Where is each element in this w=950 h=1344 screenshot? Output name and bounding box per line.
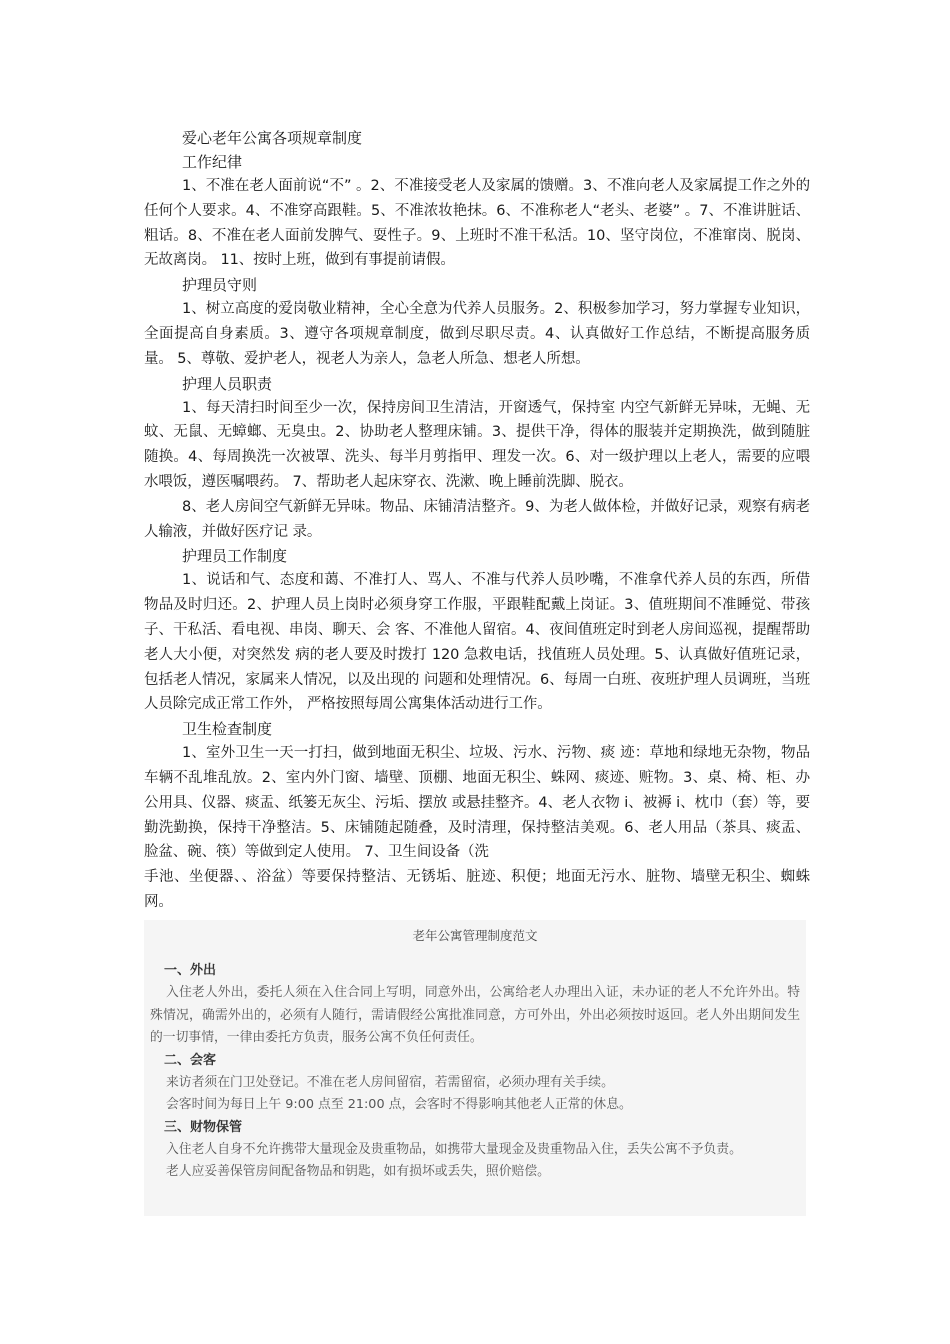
section-paragraph: 1、树立高度的爱岗敬业精神，全心全意为代养人员服务。2、积极参加学习，努力掌握专业知识，全面提高自身素质。3、遵守各项规章制度，做到尽职尽责。4、认真做好工作总结，不断提高服务质量。 5、尊敬、爱护老人，视老人为亲人，急老人所急、想老人所想。 <box>144 301 810 367</box>
box-heading: 一、外出 <box>164 963 217 978</box>
section-heading-hygiene-inspection: 卫生检查制度 <box>182 720 273 739</box>
box-heading: 三、财物保管 <box>164 1119 243 1135</box>
section-heading-caregiver-code: 护理员守则 <box>182 276 258 295</box>
box-section-property <box>144 1117 806 1184</box>
box-title: 老年公寓管理制度范文 <box>412 928 538 943</box>
section-paragraph: 1、室外卫生一天一打扫，做到地面无积尘、垃圾、污水、污物、痰 迹：草地和绿地无杂物，物品车辆不乱堆乱放。2、室内外门窗、墙壁、顶棚、地面无积尘、蛛网、痰迹、赃物。3、桌、椅、柜、办公用具、仪器、痰盂、纸篓无灰尘、污垢、摆放 或悬挂整齐。4、老人衣物 i、被褥 i、枕巾（套）等，要勤洗勤换，保持干净整洁。5、床铺随起随叠，及时清理，保持整洁美观。6、老人用品（茶具、痰盂、脸盆、碗、筷）等做到定人使用。 7、卫生间设备（洗 <box>144 745 810 861</box>
section-paragraph: 1、说话和气、态度和蔼、不准打人、骂人、不准与代养人员吵嘴，不准拿代养人员的东西，所借物品及时归还。2、护理人员上岗时必须身穿工作服，平跟鞋配戴上岗证。3、值班期间不准睡觉、带孩子、干私活、看电视、串岗、聊天、会 客、不准他人留宿。4、夜间值班定时到老人房间巡视，提醒帮助老人大小便，对突然发 病的老人要及时拨打 120 急救电话，找值班人员处理。5、认真做好值班记录，包括老人情况，家属来人情况，以及出现的 问题和处理情况。6、每周一白班、夜班护理人员调班，当班人员除完成正常工作外， 严格按照每周公寓集体活动进行工作。 <box>144 572 810 713</box>
box-line: 会客时间为每日上午 9:00 点至 21:00 点，会客时不得影响其他老人正常的休息。 <box>166 1097 632 1112</box>
document-title: 爱心老年公寓各项规章制度 <box>182 129 363 147</box>
box-line: 老人应妥善保管房间配备物品和钥匙，如有损坏或丢失，照价赔偿。 <box>166 1164 550 1179</box>
template-box <box>144 920 806 1216</box>
box-line: 入住老人自身不允许携带大量现金及贵重物品，如携带大量现金及贵重物品入住，丢失公寓不予负责。 <box>166 1141 742 1157</box>
box-section-visitors <box>144 1050 806 1117</box>
section-paragraph: 1、每天清扫时间至少一次，保持房间卫生清洁，开窗透气，保持室 内空气新鲜无异味，无蝇、无蚊、无鼠、无蟑螂、无臭虫。2、协助老人整理床铺。3、提供干净，得体的服装并定期换洗，做到随脏随换。4、每周换洗一次被罩、洗头、每半月剪指甲、理发一次。6、对一级护理以上老人，需要的应喂水喂饭，遵医嘱喂药。 7、帮助老人起床穿衣、洗漱、晚上睡前洗脚、脱衣。 <box>144 399 810 490</box>
section-heading-caregiver-work-rules: 护理员工作制度 <box>182 547 288 566</box>
section-paragraph-continuation: 手池、坐便器、、浴盆）等要保持整洁、无锈垢、脏迹、积便；地面无污水、脏物、墙壁无积尘、蜘蛛网。 <box>144 869 810 910</box>
section-paragraph: 1、不准在老人面前说“不” 。2、不准接受老人及家属的馈赠。3、不准向老人及家属提工作之外的任何个人要求。4、不准穿高跟鞋。5、不准浓妆艳抹。6、不准称老人“老头、老婆” 。7、不准讲脏话、粗话。8、不准在老人面前发脾气、耍性子。9、上班时不准干私活。10、坚守岗位，不准窜岗、脱岗、无故离岗。 11、按时上班，做到有事提前请假。 <box>144 178 810 269</box>
box-line: 来访者须在门卫处登记。不准在老人房间留宿，若需留宿，必须办理有关手续。 <box>166 1074 614 1090</box>
box-heading: 二、会客 <box>164 1052 217 1068</box>
section-heading-caregiver-duties: 护理人员职责 <box>182 374 273 393</box>
box-line: 入住老人外出，委托人须在入住合同上写明，同意外出，公寓给老人办理出入证，未办证的老人不允许外出。特殊情况，确需外出的，必须有人随行，需请假经公寓批准同意，方可外出，外出必须按时返回。老人外出期间发生的一切事情，一律由委托方负责，服务公寓不负任何责任。 <box>150 985 800 1045</box>
box-section-outing <box>144 960 806 1050</box>
section-paragraph: 8、老人房间空气新鲜无异味。物品、床铺清洁整齐。9、为老人做体检，并做好记录，观察有病老人输液，并做好医疗记 录。 <box>144 498 810 540</box>
section-heading-work-discipline: 工作纪律 <box>182 153 243 171</box>
document-body <box>144 126 810 915</box>
